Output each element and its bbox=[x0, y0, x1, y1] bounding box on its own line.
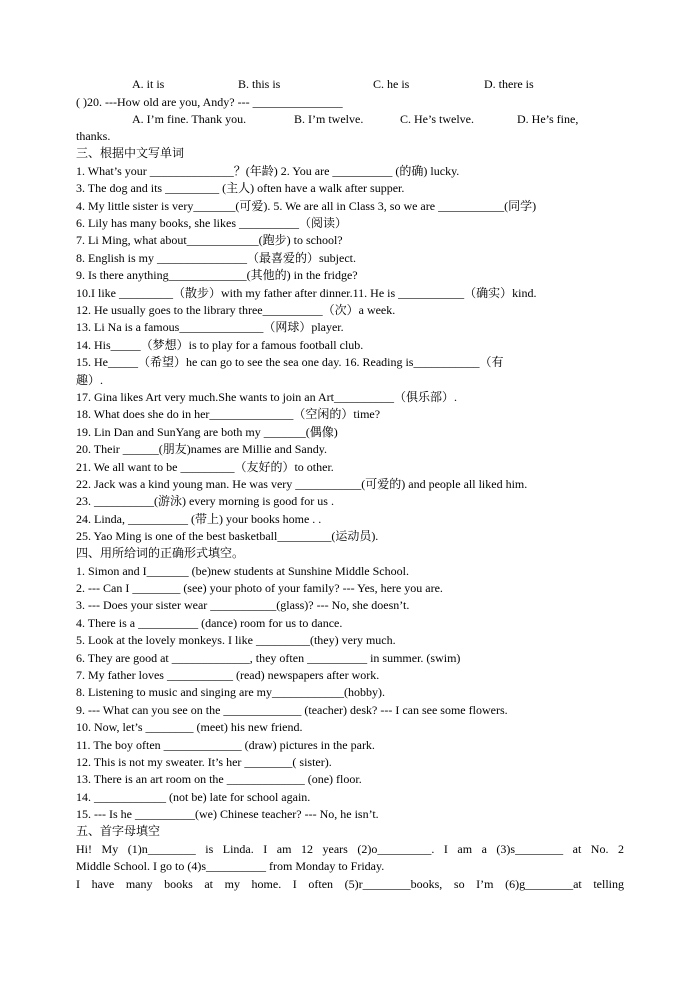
section4-line: 9. --- What can you see on the _____________ (teacher) desk? --- I can see some flowers. bbox=[76, 703, 508, 717]
section4-line: 5. Look at the lovely monkeys. I like _________(they) very much. bbox=[76, 633, 396, 647]
section3-line: 1. What’s your ______________？(年龄) 2. You are __________ (的确) lucky. bbox=[76, 164, 460, 178]
section3-line: 23. __________(游泳) every morning is good for us . bbox=[76, 494, 334, 508]
section4-line: 11. The boy often _____________ (draw) pictures in the park. bbox=[76, 738, 375, 752]
section3-line: 10.I like _________（散步）with my father after dinner.11. He is ___________（确实）kind. bbox=[76, 286, 537, 300]
section5-line: Hi! My (1)n________ is Linda. I am 12 years (2)o_________. I am a (3)s________ at No. 2 bbox=[76, 842, 624, 856]
section3-line: 15. He_____（希望）he can go to see the sea one day. 16. Reading is___________（有 bbox=[76, 355, 504, 369]
section3-line: 8. English is my _______________（最喜爱的）subject. bbox=[76, 251, 356, 265]
section4-line: 13. There is an art room on the _____________ (one) floor. bbox=[76, 772, 362, 786]
q19-option-a: A. it is bbox=[132, 77, 165, 91]
section3-line: 18. What does she do in her______________（空闲的）time? bbox=[76, 407, 381, 421]
q20-option-c: C. He’s twelve. bbox=[400, 112, 474, 126]
section3-line: 4. My little sister is very_______(可爱). 5. We are all in Class 3, so we are ___________(同学) bbox=[76, 199, 537, 213]
section4-line: 6. They are good at _____________, they often __________ in summer. (swim) bbox=[76, 651, 461, 665]
section3-line: 14. His_____（梦想）is to play for a famous football club. bbox=[76, 338, 364, 352]
section3-line: 21. We all want to be _________（友好的）to other. bbox=[76, 460, 334, 474]
q19-option-c: C. he is bbox=[373, 77, 410, 91]
section3-line: 6. Lily has many books, she likes __________（阅读） bbox=[76, 216, 347, 230]
section4-line: 4. There is a __________ (dance) room for us to dance. bbox=[76, 616, 343, 630]
section3-line: 12. He usually goes to the library three__________（次）a week. bbox=[76, 303, 396, 317]
section4-line: 10. Now, let’s ________ (meet) his new friend. bbox=[76, 720, 303, 734]
section3-line: 24. Linda, __________ (带上) your books home . . bbox=[76, 512, 322, 526]
section5-line: I have many books at my home. I often (5)r________books, so I’m (6)g________at telling bbox=[76, 877, 624, 891]
section4-line: 8. Listening to music and singing are my____________(hobby). bbox=[76, 685, 385, 699]
section4-line: 7. My father loves ___________ (read) newspapers after work. bbox=[76, 668, 380, 682]
section3-line: 22. Jack was a kind young man. He was very ___________(可爱的) and people all liked him. bbox=[76, 477, 528, 491]
section5-title: 五、首字母填空 bbox=[76, 824, 161, 838]
section4-line: 3. --- Does your sister wear ___________(glass)? --- No, she doesn’t. bbox=[76, 598, 410, 612]
q20-stem: ( )20. ---How old are you, Andy? --- _______________ bbox=[76, 95, 343, 109]
section4-line: 14. ____________ (not be) late for school again. bbox=[76, 790, 311, 804]
section3-title: 三、根据中文写单词 bbox=[76, 146, 185, 160]
q20-continuation: thanks. bbox=[76, 129, 111, 143]
section4-title: 四、用所给词的正确形式填空。 bbox=[76, 546, 245, 560]
q20-option-a: A. I’m fine. Thank you. bbox=[132, 112, 247, 126]
section3-line: 7. Li Ming, what about____________(跑步) to school? bbox=[76, 233, 343, 247]
q20-option-b: B. I’m twelve. bbox=[294, 112, 364, 126]
q20-option-d: D. He’s fine, bbox=[517, 112, 579, 126]
section3-line: 19. Lin Dan and SunYang are both my _______(偶像) bbox=[76, 425, 338, 439]
section3-line: 3. The dog and its _________ (主人) often have a walk after supper. bbox=[76, 181, 405, 195]
section4-line: 15. --- Is he __________(we) Chinese teacher? --- No, he isn’t. bbox=[76, 807, 379, 821]
section3-line: 25. Yao Ming is one of the best basketball_________(运动员). bbox=[76, 529, 379, 543]
section3-line: 13. Li Na is a famous______________（网球）player. bbox=[76, 320, 344, 334]
section3-line: 20. Their ______(朋友)names are Millie and Sandy. bbox=[76, 442, 327, 456]
q19-options bbox=[132, 77, 632, 92]
section3-line: 17. Gina likes Art very much.She wants to join an Art__________（俱乐部）. bbox=[76, 390, 457, 404]
q19-option-b: B. this is bbox=[238, 77, 281, 91]
section4-line: 1. Simon and I_______ (be)new students at Sunshine Middle School. bbox=[76, 564, 409, 578]
q19-option-d: D. there is bbox=[484, 77, 534, 91]
section3-line: 趣）. bbox=[76, 373, 104, 387]
section5-line: Middle School. I go to (4)s__________ from Monday to Friday. bbox=[76, 859, 385, 873]
section3-line: 9. Is there anything_____________(其他的) in the fridge? bbox=[76, 268, 358, 282]
q20-options bbox=[132, 112, 632, 127]
section4-line: 2. --- Can I ________ (see) your photo of your family? --- Yes, here you are. bbox=[76, 581, 443, 595]
section4-line: 12. This is not my sweater. It’s her ________( sister). bbox=[76, 755, 332, 769]
